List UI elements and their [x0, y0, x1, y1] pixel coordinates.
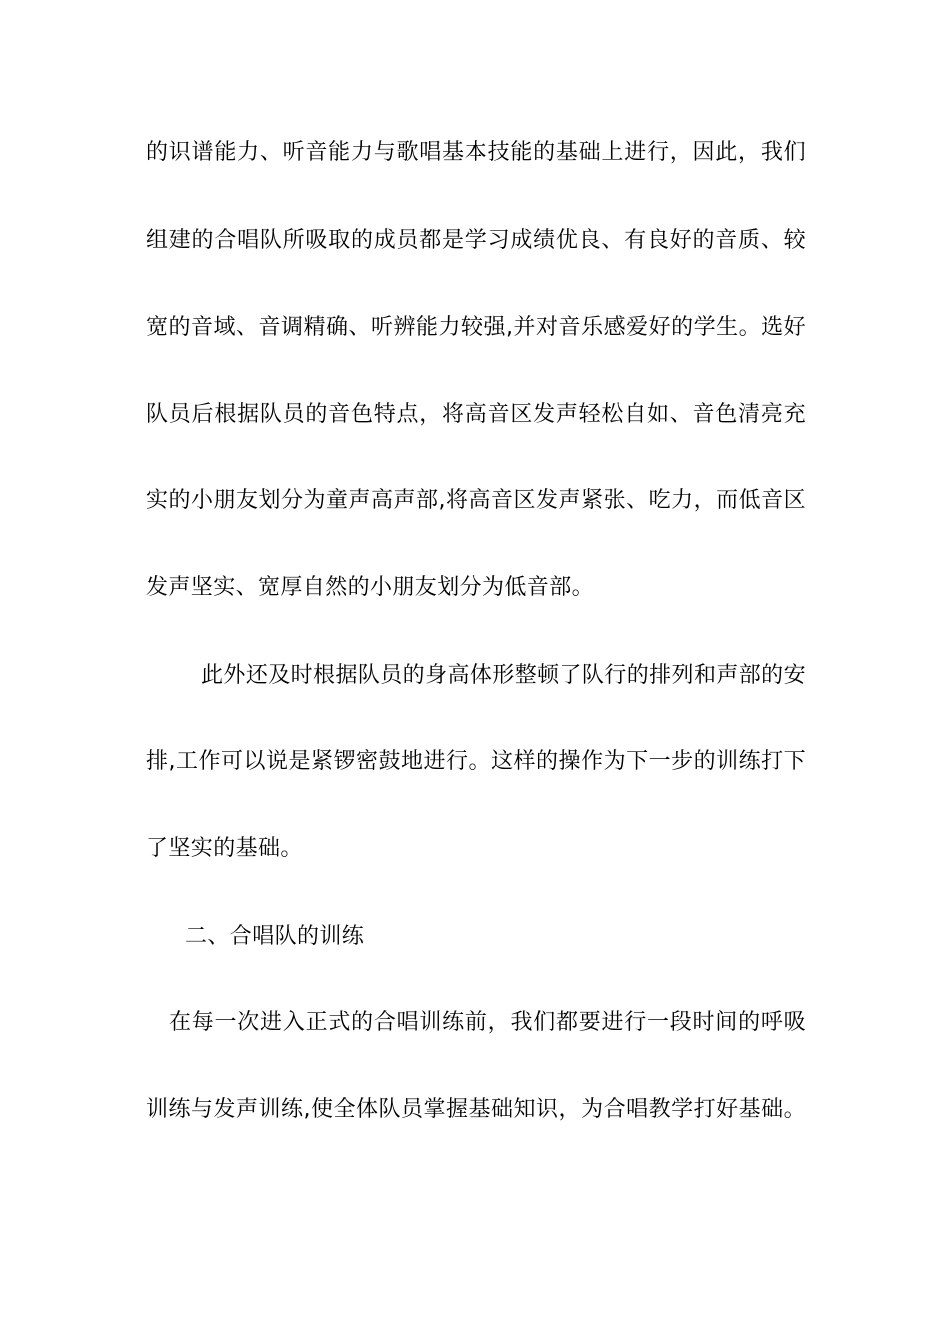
paragraph-1-line-4: 队员后根据队员的音色特点，将高音区发声轻松自如、音色清亮充	[146, 402, 806, 427]
paragraph-1-line-6: 发声坚实、宽厚自然的小朋友划分为低音部。	[146, 575, 595, 600]
paragraph-1-line-5: 实的小朋友划分为童声高声部,将高音区发声紧张、吃力，而低音区	[146, 488, 806, 513]
paragraph-1-line-3: 宽的音域、音调精确、听辨能力较强,并对音乐感爱好的学生。选好	[146, 315, 806, 340]
paragraph-1-line-1: 的识谱能力、听音能力与歌唱基本技能的基础上进行，因此，我们	[146, 140, 806, 165]
paragraph-1-line-2: 组建的合唱队所吸取的成员都是学习成绩优良、有良好的音质、较	[146, 228, 806, 253]
paragraph-3-line-2: 训练与发声训练,使全体队员掌握基础知识，为合唱教学打好基础。	[146, 1097, 806, 1122]
paragraph-2-line-1: 此外还及时根据队员的身高体形整顿了队行的排列和声部的安	[201, 663, 806, 688]
paragraph-3-line-1: 在每一次进入正式的合唱训练前，我们都要进行一段时间的呼吸	[169, 1010, 806, 1035]
paragraph-2-line-2: 排,工作可以说是紧锣密鼓地进行。这样的操作为下一步的训练打下	[146, 749, 806, 774]
paragraph-2-line-3: 了坚实的基础。	[146, 836, 303, 861]
section-heading: 二、合唱队的训练	[185, 924, 365, 949]
